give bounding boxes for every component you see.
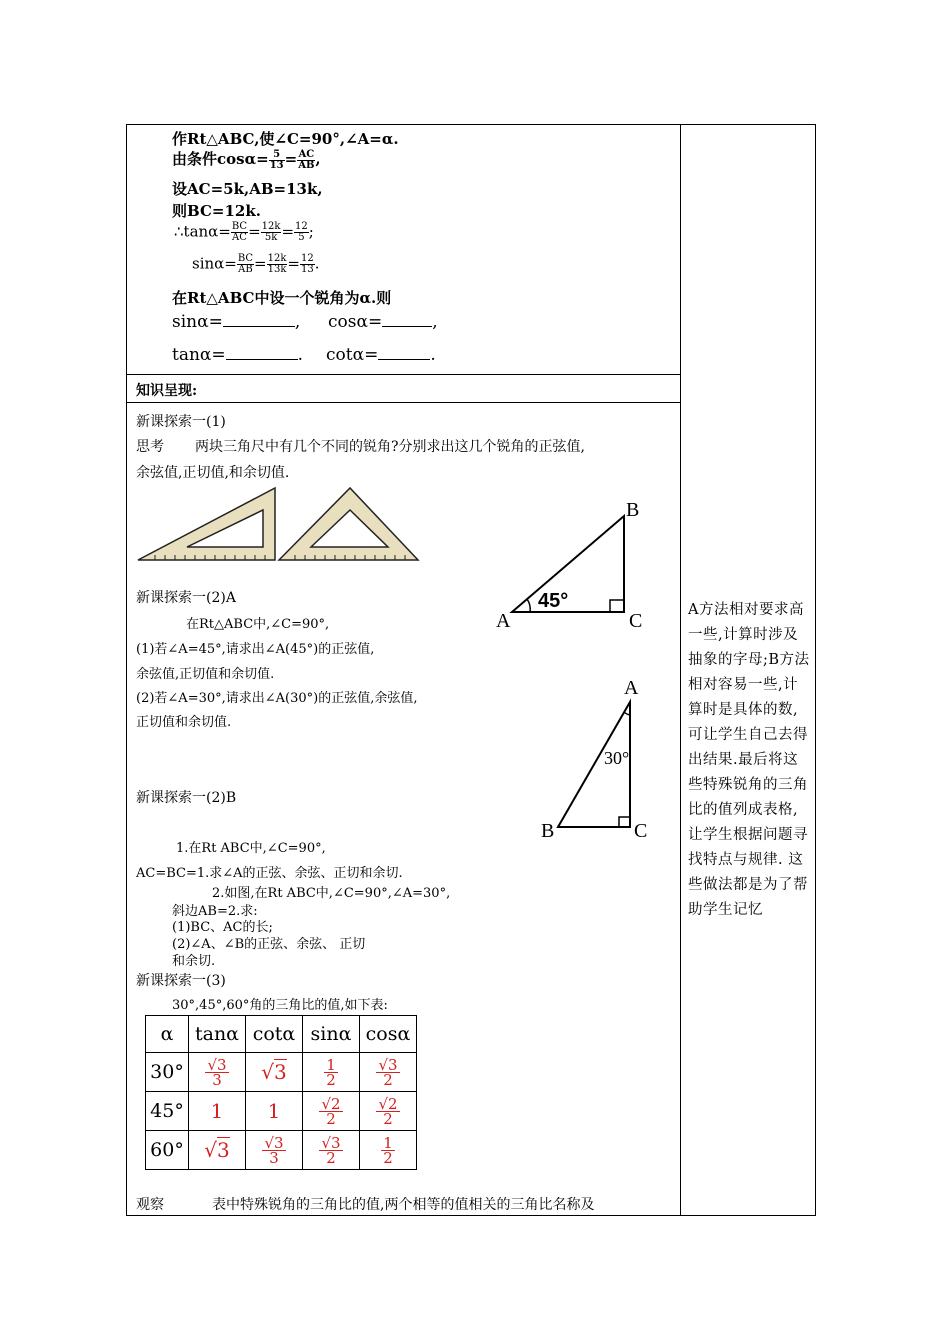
set-square-30-60 [138,488,275,560]
text-line: 在Rt△ABC中,∠C=90°, [186,617,330,632]
value-cell: $\frac{1}{2}$ [360,1131,417,1170]
text-line: 在Rt△ABC中设一个锐角为α.则 [172,289,392,307]
header-cell: tanα [189,1016,246,1053]
header-cell: sinα [303,1016,360,1053]
think-text-2: 余弦值,正切值,和余切值. [136,465,290,481]
header-cell: cosα [360,1016,417,1053]
vertex-b-label: B [626,499,640,521]
value-cell: $\frac{√2}{2}$ [303,1092,360,1131]
text-line: 设AC=5k,AB=13k, [172,180,323,198]
text-line: ∴tanα= $\frac{BC}{AC}$ = $\frac{12k}{5k}$ = $\frac{12}{5}$ ; [174,221,314,243]
text-line: sinα= $\frac{BC}{AB}$ = $\frac{12k}{13k}$ = $\frac{12}{13}$ . [192,253,320,275]
text-line: 作Rt△ABC,使∠C=90°,∠A=α. [172,130,399,148]
cot-blank-line: cotα= . [326,345,436,365]
explore-title: 新课探索一(1) [136,414,226,430]
triangle-45-figure [488,496,658,636]
value-cell: $\frac{√3}{2}$ [360,1053,417,1092]
text-line: 由条件cosα= $\frac{5}{13}$ = $\frac{AC}{AB}$ , [172,148,321,171]
value-cell: 1 [246,1092,303,1131]
question-line: 2.如图,在Rt ABC中,∠C=90°,∠A=30°, [212,886,451,901]
vertex-a-label: A [624,677,639,699]
section-heading: 知识呈现: [136,383,198,399]
question-line: 和余切. [172,954,216,969]
explore-title: 新课探索一(2)B [136,790,237,806]
question-line: (1)BC、AC的长; [172,920,273,935]
table-header-row [146,1016,417,1053]
angle-label: 45° [538,590,569,612]
think-text: 两块三角尺中有几个不同的锐角?分别求出这几个锐角的正弦值, [195,439,585,455]
question-line: (2)∠A、∠B的正弦、余弦、 正切 [172,937,366,952]
value-cell: 1 [189,1092,246,1131]
text-line: (1)若∠A=45°,请求出∠A(45°)的正弦值, [136,642,375,657]
sin-blank-line: sinα= , [172,312,301,332]
triangle-30-figure [538,674,658,844]
text-line: 余弦值,正切值和余切值. [136,667,275,682]
tan-blank-line: tanα= . [172,345,304,365]
observe-text: 表中特殊锐角的三角比的值,两个相等的值相关的三角比名称及 [212,1197,595,1213]
angle-cell: 45° [146,1092,189,1131]
table-intro: 30°,45°,60°角的三角比的值,如下表: [172,998,388,1013]
question-line: 斜边AB=2.求: [172,904,258,919]
value-cell: √3 [246,1053,303,1092]
trig-values-table [145,1015,417,1170]
text-line: (2)若∠A=30°,请求出∠A(30°)的正弦值,余弦值, [136,691,418,706]
table-row [146,1131,417,1170]
value-cell: $\frac{√3}{2}$ [303,1131,360,1170]
value-cell: $\frac{√3}{3}$ [189,1053,246,1092]
think-label: 思考 [136,439,164,455]
explore-title: 新课探索一(2)A [136,590,236,606]
set-square-45 [279,488,418,560]
column-divider [680,124,681,1215]
value-cell: √3 [189,1131,246,1170]
observe-label: 观察 [136,1197,164,1213]
table-row [146,1053,417,1092]
teaching-note: A方法相对要求高一些,计算时涉及抽象的字母;B方法相对容易一些,计算时是具体的数,可让学生自己去得出结果.最后将这些特殊锐角的三角比的值列成表格,让学生根据问题寻找特点与规律. 这些做法都是为了帮助学生记忆 [688,602,810,918]
section-divider-1 [126,374,680,375]
vertex-b-label: B [541,820,555,842]
text-line: 正切值和余切值. [136,715,232,730]
vertex-a-label: A [496,610,511,632]
table-row [146,1092,417,1131]
angle-cell: 60° [146,1131,189,1170]
vertex-c-label: C [629,610,643,632]
value-cell: $\frac{√3}{3}$ [246,1131,303,1170]
angle-cell: 30° [146,1053,189,1092]
vertex-c-label: C [634,820,648,842]
question-line: 1.在Rt ABC中,∠C=90°, [176,841,326,856]
value-cell: $\frac{1}{2}$ [303,1053,360,1092]
header-cell: α [146,1016,189,1053]
angle-label: 30° [604,748,630,768]
explore-title: 新课探索一(3) [136,973,226,989]
text-line: 则BC=12k. [172,202,261,220]
section-divider-2 [126,402,680,403]
header-cell: cotα [246,1016,303,1053]
cos-blank-line: cosα= , [328,312,438,332]
value-cell: $\frac{√2}{2}$ [360,1092,417,1131]
set-squares-illustration [135,485,425,565]
question-line: AC=BC=1.求∠A的正弦、余弦、正切和余切. [136,866,403,881]
